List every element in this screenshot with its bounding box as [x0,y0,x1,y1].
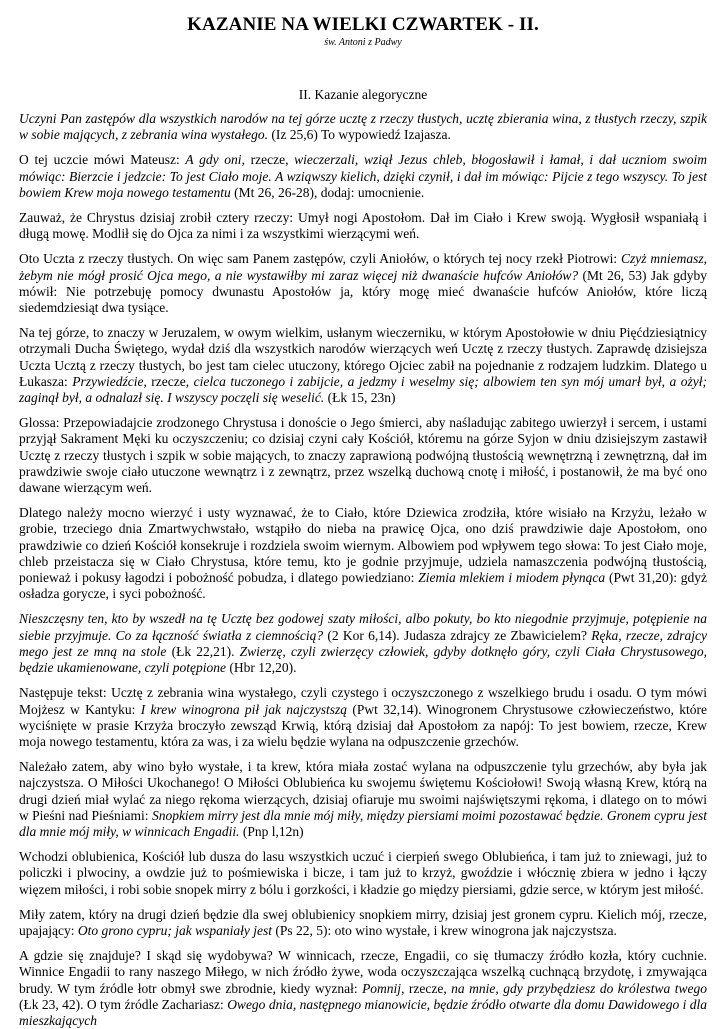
text-run: O tej uczcie mówi Mateusz: [19,152,186,168]
paragraph [19,251,707,316]
text-run: Dlatego należy mocno wierzyć i usty wyznawać, że to Ciało, które Dziewica zrodziła, które wisiało na Krzyżu, leżało w grobie, trzeciego dnia Zmartwychwstało, wstąpiło do nieba na prawicę Ojca, ono dziś prawdziwie daje Apostołom, ono prawdziwie co dzień Kościół konsekruje i rozdziela swoim wiernym. Albowiem pod wpływem tego słowa: To jest Ciało moje, chleb przeistacza się w Ciało Chrystusa, które temu, kto je godnie przyjmuje, udziela namaszczenia podwójną tłustością, ponieważ i pokusy łagodzi i pobożność pobudza, i dlatego powiedziano: [19,505,707,586]
text-run: (Iz 25,6) To wypowiedź Izajasza. [267,127,451,143]
italic-text-run: wieczerzali, wziął Jezus chleb, błogosławił i łamał, i dał uczniom swoim mówiąc: Bierzcie i jedzcie: To jest Ciało moje. A wziąwszy kielich, dzięki czynił, i dał im mówiąc: Pijcie z tego wszyscy. To jest bowiem Krew moja nowego testamentu [19,152,707,200]
italic-text-run: cielca tuczonego i zabijcie, a jedzmy i weselmy się; albowiem ten syn mój umarł był, a ożył; zaginął był, a odnalazł się. I wszyscy poczęli się weselić. [19,373,707,406]
italic-text-run: Zwierzę, czyli zwierzęcy człowiek, gdyby dotknęło góry, czyli Ciała Chrystusowego, będzie ukamienowane, czyli potępione [19,643,707,676]
text-run: , rzecze, [401,980,452,996]
paragraph [19,152,707,201]
italic-text-run: Pomnij [362,980,402,996]
text-run: (Pnp l,12n) [239,823,304,839]
text-run: (Łk 23, 42). O tym źródle Zachariasz: [19,996,228,1012]
italic-text-run: Ręka, rzecze, zdrajcy mego jest ze mną na stole [19,627,707,659]
paragraph [19,685,707,750]
text-run: (Łk 15, 23n) [324,390,396,406]
text-run: Wchodzi oblubienica, Kościół lub dusza do lasu wszystkich uczuć i cierpień swego Oblubieńca, i tam już to zniewagi, już to policzki i plwociny, a owdzie już to pośmiewiska i bicze, i tam już to krzyż, gwoździe i włócznię zbiera w jedno i łączy więzem miłości, i robi sobie snopek mirry z bólu i gorzkości, i kładzie go między piersiami, gdzie serce, w którym jest miłość. [19,849,707,897]
paragraph [19,849,707,898]
italic-text-run: Uczyni Pan zastępów dla wszystkich narodów na tej górze ucztę z rzeczy tłustych, ucztę zbierania wina, z tłustych rzeczy, szpik w sobie mających, z zebrania wina wystałego. [19,111,707,143]
section-heading: II. Kazanie alegoryczne [298,87,428,102]
text-run: (Mt 26, 53) Jak gdyby mówił: Nie potrzebuję pomocy dwunastu Apostołów ja, który mogę mieć dwanaście hufców Aniołów, które liczą siedemdziesiąt dwa tysiące. [19,267,707,316]
document-title: KAZANIE NA WIELKI CZWARTEK - II. [187,14,539,35]
text-run: (2 Kor 6,14). Judasza zdrajcy ze Zbawicielem? [323,627,592,643]
text-run: Glossa: Przepowiadajcie zrodzonego Chrystusa i donoście o Jego śmierci, aby naśladując zabitego uwierzył i sercem, i ustami przyjął Sakrament Męki ku oczyszczeniu; co dzisiaj czyni cały Kościół, któremu na górze Syjon w dniu dzisiejszym zastawił Ucztę z rzeczy tłustych i szpik w sobie mających, to znaczy zaprawioną podwójną tłustością wewnętrzną i zewnętrzną, dał im prawdziwie swoje ciało utuczone wewnątrz i z zewnątrz, przez wszelką duchową cnotę i miłość, i postanowił, że ma być ono dawane wierzącym weń. [19,415,707,496]
text-run: (Hbr 12,20). [225,660,297,676]
text-run: Zauważ, że Chrystus dzisiaj zrobił cztery rzeczy: Umył nogi Apostołom. Dał im Ciało i Krew swoją. Wygłosił wspaniałą i długą mowę. Modlił się do Ojca za nimi i za wszystkimi wierzącymi weń. [19,210,707,242]
paragraph [19,505,707,602]
italic-text-run: I krew winogrona pił jak najczystszą [140,701,348,717]
paragraph [19,759,707,840]
text-run: (Pwt 31,20): gdyż osładza gorycze, i syci pobożność. [19,570,708,602]
body-text [19,111,707,1029]
text-run: (Mt 26, 26-28), dodaj: umocnienie. [230,184,425,200]
paragraph [19,210,707,242]
italic-text-run: Nieszczęsny ten, kto by wszedł na tę Ucztę bez godowej szaty miłości, albo pokuty, bo kto niegodnie przyjmuje, potępienie na siebie przyjmuje. Co za łączność światła z ciemnością? [19,611,707,643]
text-run: Miły zatem, który na drugi dzień będzie dla swej oblubienicy snopkiem mirry, dzisiaj jest gronem cypru. Kielich mój, rzecze, upajający: [19,906,707,938]
italic-text-run: A gdy oni [185,152,242,168]
text-run: (Ps 22, 5): oto wino wystałe, i krew winogrona jak najczystsza. [271,922,617,938]
text-run: (Pwt 32,14). Winogronem Chrystusowe człowieczeństwo, które wyciśnięte w prasie Krzyża broczyło zewsząd Krwią, którą dzisiaj dał Apostołom za napój: To jest bowiem, rzecze, Krew moja nowego testamentu, która za was, i za wielu będzie wylana na odpuszczenie grzechów. [19,701,708,749]
paragraph [19,907,707,939]
text-run: (Łk 22,21). [166,643,240,659]
italic-text-run: Oto grono cypru; jak wspaniały jest [77,922,272,938]
italic-text-run: Ziemia mlekiem i miodem płynąca [418,570,606,586]
italic-text-run: Przywiedźcie [72,373,144,389]
paragraph [19,111,707,143]
text-run: Należało zatem, aby wino było wystałe, i ta krew, która miała zostać wylana na odpuszczenie tylu grzechów, aby była jak najczystsza. O Miłości Ukochanego! O Miłości Oblubieńca ku swojemu świętemu Kościołowi! Swoją własną Krew, którą na drugi dzień miał wylać za niego rękoma wierzących, dzisiaj ofiaruje mu swoimi najświętszymi rękoma, i dlatego on to mówi w Pieśni nad Pieśniami: [19,759,707,823]
italic-text-run: Snopkiem mirry jest dla mnie mój miły, między piersiami moimi pozostawać będzie. Gronem cypru jest dla mnie mój miły, w winnicach Engadii. [19,807,707,839]
italic-text-run: na mnie, gdy przybędziesz do królestwa twego [451,980,707,996]
text-run: Na tej górze, to znaczy w Jeruzalem, w owym wielkim, usłanym wieczerniku, w którym Apostołowie w dniu Pięćdziesiątnicy otrzymali Ducha Świętego, wydał dziś dla wszystkich narodów wierzących weń Ucztę z rzeczy tłustych. Zaprawdę dzisiejsza Uczta Ucztą z rzeczy tłustych, bo jest tam cielec utuczony, którego Ojciec zabił na pojednanie z rodzajem ludzkim. Dlatego u Łukasza: [19,325,707,389]
author-line: św. Antoni z Padwy [324,37,402,48]
paragraph [19,948,707,1029]
text-run: , rzecze, [143,373,194,389]
paragraph [19,611,707,676]
italic-text-run: Owego dnia, następnego mianowicie, będzie źródło otwarte dla domu Dawidowego i dla mieszkających [19,996,707,1028]
paragraph [19,325,707,406]
text-run: , rzecze, [241,152,295,168]
text-run: A gdzie się znajduje? I skąd się wydobywa? W winnicach, rzecze, Engadii, co się tłumaczy źródło kozła, który cuchnie. Winnice Engadii to rany naszego Miłego, w nich źródło żywe, woda oczyszczająca wszelką cuchnącą brzydotę, i zmywająca brudy. W tym źródle łotr obmył swe zbrodnie, kiedy wyznał: [19,948,707,996]
italic-text-run: Czyż mniemasz, żebym nie mógł prosić Ojca mego, a nie wystawiłby mi zaraz więcej niż dwanaście hufców Aniołów? [19,251,707,283]
paragraph [19,415,707,496]
text-run: Oto Uczta z rzeczy tłustych. On więc sam Panem zastępów, czyli Aniołów, o których tej nocy rzekł Piotrowi: [19,251,621,267]
text-run: Następuje tekst: Ucztę z zebrania wina wystałego, czyli czystego i oczyszczonego z wszelkiego brudu i osadu. O tym mówi Mojżesz w Kantyku: [19,685,707,717]
